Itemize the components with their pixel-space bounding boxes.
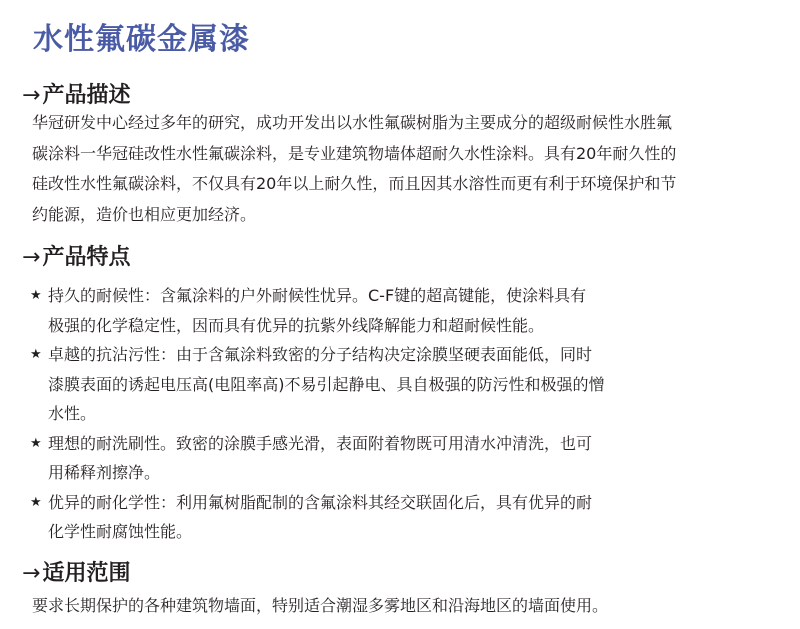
section-heading-label: 产品描述 <box>42 83 131 108</box>
arrow-icon: → <box>22 561 41 586</box>
star-bullet-icon: ★ <box>30 494 42 510</box>
arrow-icon: → <box>22 245 41 270</box>
feature-item <box>30 340 730 429</box>
feature-line: 用稀释剂擦净。 <box>48 463 161 482</box>
arrow-icon: → <box>22 83 41 108</box>
feature-line: 优异的耐化学性：利用氟树脂配制的含氟涂料其经交联固化后，具有优异的耐 <box>48 492 593 512</box>
feature-line: 极强的化学稳定性，因而具有优异的抗紫外线降解能力和超耐候性能。 <box>48 315 545 335</box>
paragraph-line: 华冠研发中心经过多年的研究，成功开发出以水性氟碳树脂为主要成分的超级耐候性水胜氟 <box>32 113 673 132</box>
section-heading-usage <box>22 556 130 587</box>
feature-item <box>30 488 730 547</box>
feature-line: 持久的耐候性：含氟涂料的户外耐候性忧异。C-F键的超高键能，使涂料具有 <box>48 286 587 305</box>
feature-line: 化学性耐腐蚀性能。 <box>48 522 193 541</box>
feature-line: 漆膜表面的诱起电压高(电阻率高)不易引起静电、具自极强的防污性和极强的憎 <box>48 374 605 394</box>
section-heading-label: 产品特点 <box>42 245 131 270</box>
description-paragraph <box>32 108 787 230</box>
paragraph-line: 碳涂料一华冠硅改性水性氟碳涂料，是专业建筑物墙体超耐久水性涂料。具有20年耐久性的 <box>32 143 677 163</box>
star-bullet-icon: ★ <box>30 347 42 362</box>
feature-line: 卓越的抗沾污性：由于含氟涂料致密的分子结构决定涂膜坚硬表面能低，同时 <box>48 345 593 364</box>
star-bullet-icon: ★ <box>30 435 42 451</box>
section-heading-description <box>22 78 130 109</box>
feature-item <box>30 429 730 488</box>
feature-line: 水性。 <box>48 404 97 423</box>
features-list <box>30 281 730 547</box>
usage-text: 要求长期保护的各种建筑物墙面，特别适合潮湿多雾地区和沿海地区的墙面使用。 <box>32 596 609 615</box>
paragraph-line: 硅改性水性氟碳涂料，不仅具有20年以上耐久性，而且因其水溶性而更有利于环境保护和节 <box>32 174 677 193</box>
feature-line: 理想的耐洗刷性。致密的涂膜手感光滑，表面附着物既可用清水冲清洗，也可 <box>48 433 593 453</box>
feature-item <box>30 281 730 340</box>
section-heading-label: 适用范围 <box>42 561 131 586</box>
star-bullet-icon: ★ <box>30 288 42 303</box>
section-heading-features <box>22 240 130 271</box>
paragraph-line: 约能源，造价也相应更加经济。 <box>32 204 257 224</box>
page-title: 水性氟碳金属漆 <box>33 22 250 57</box>
